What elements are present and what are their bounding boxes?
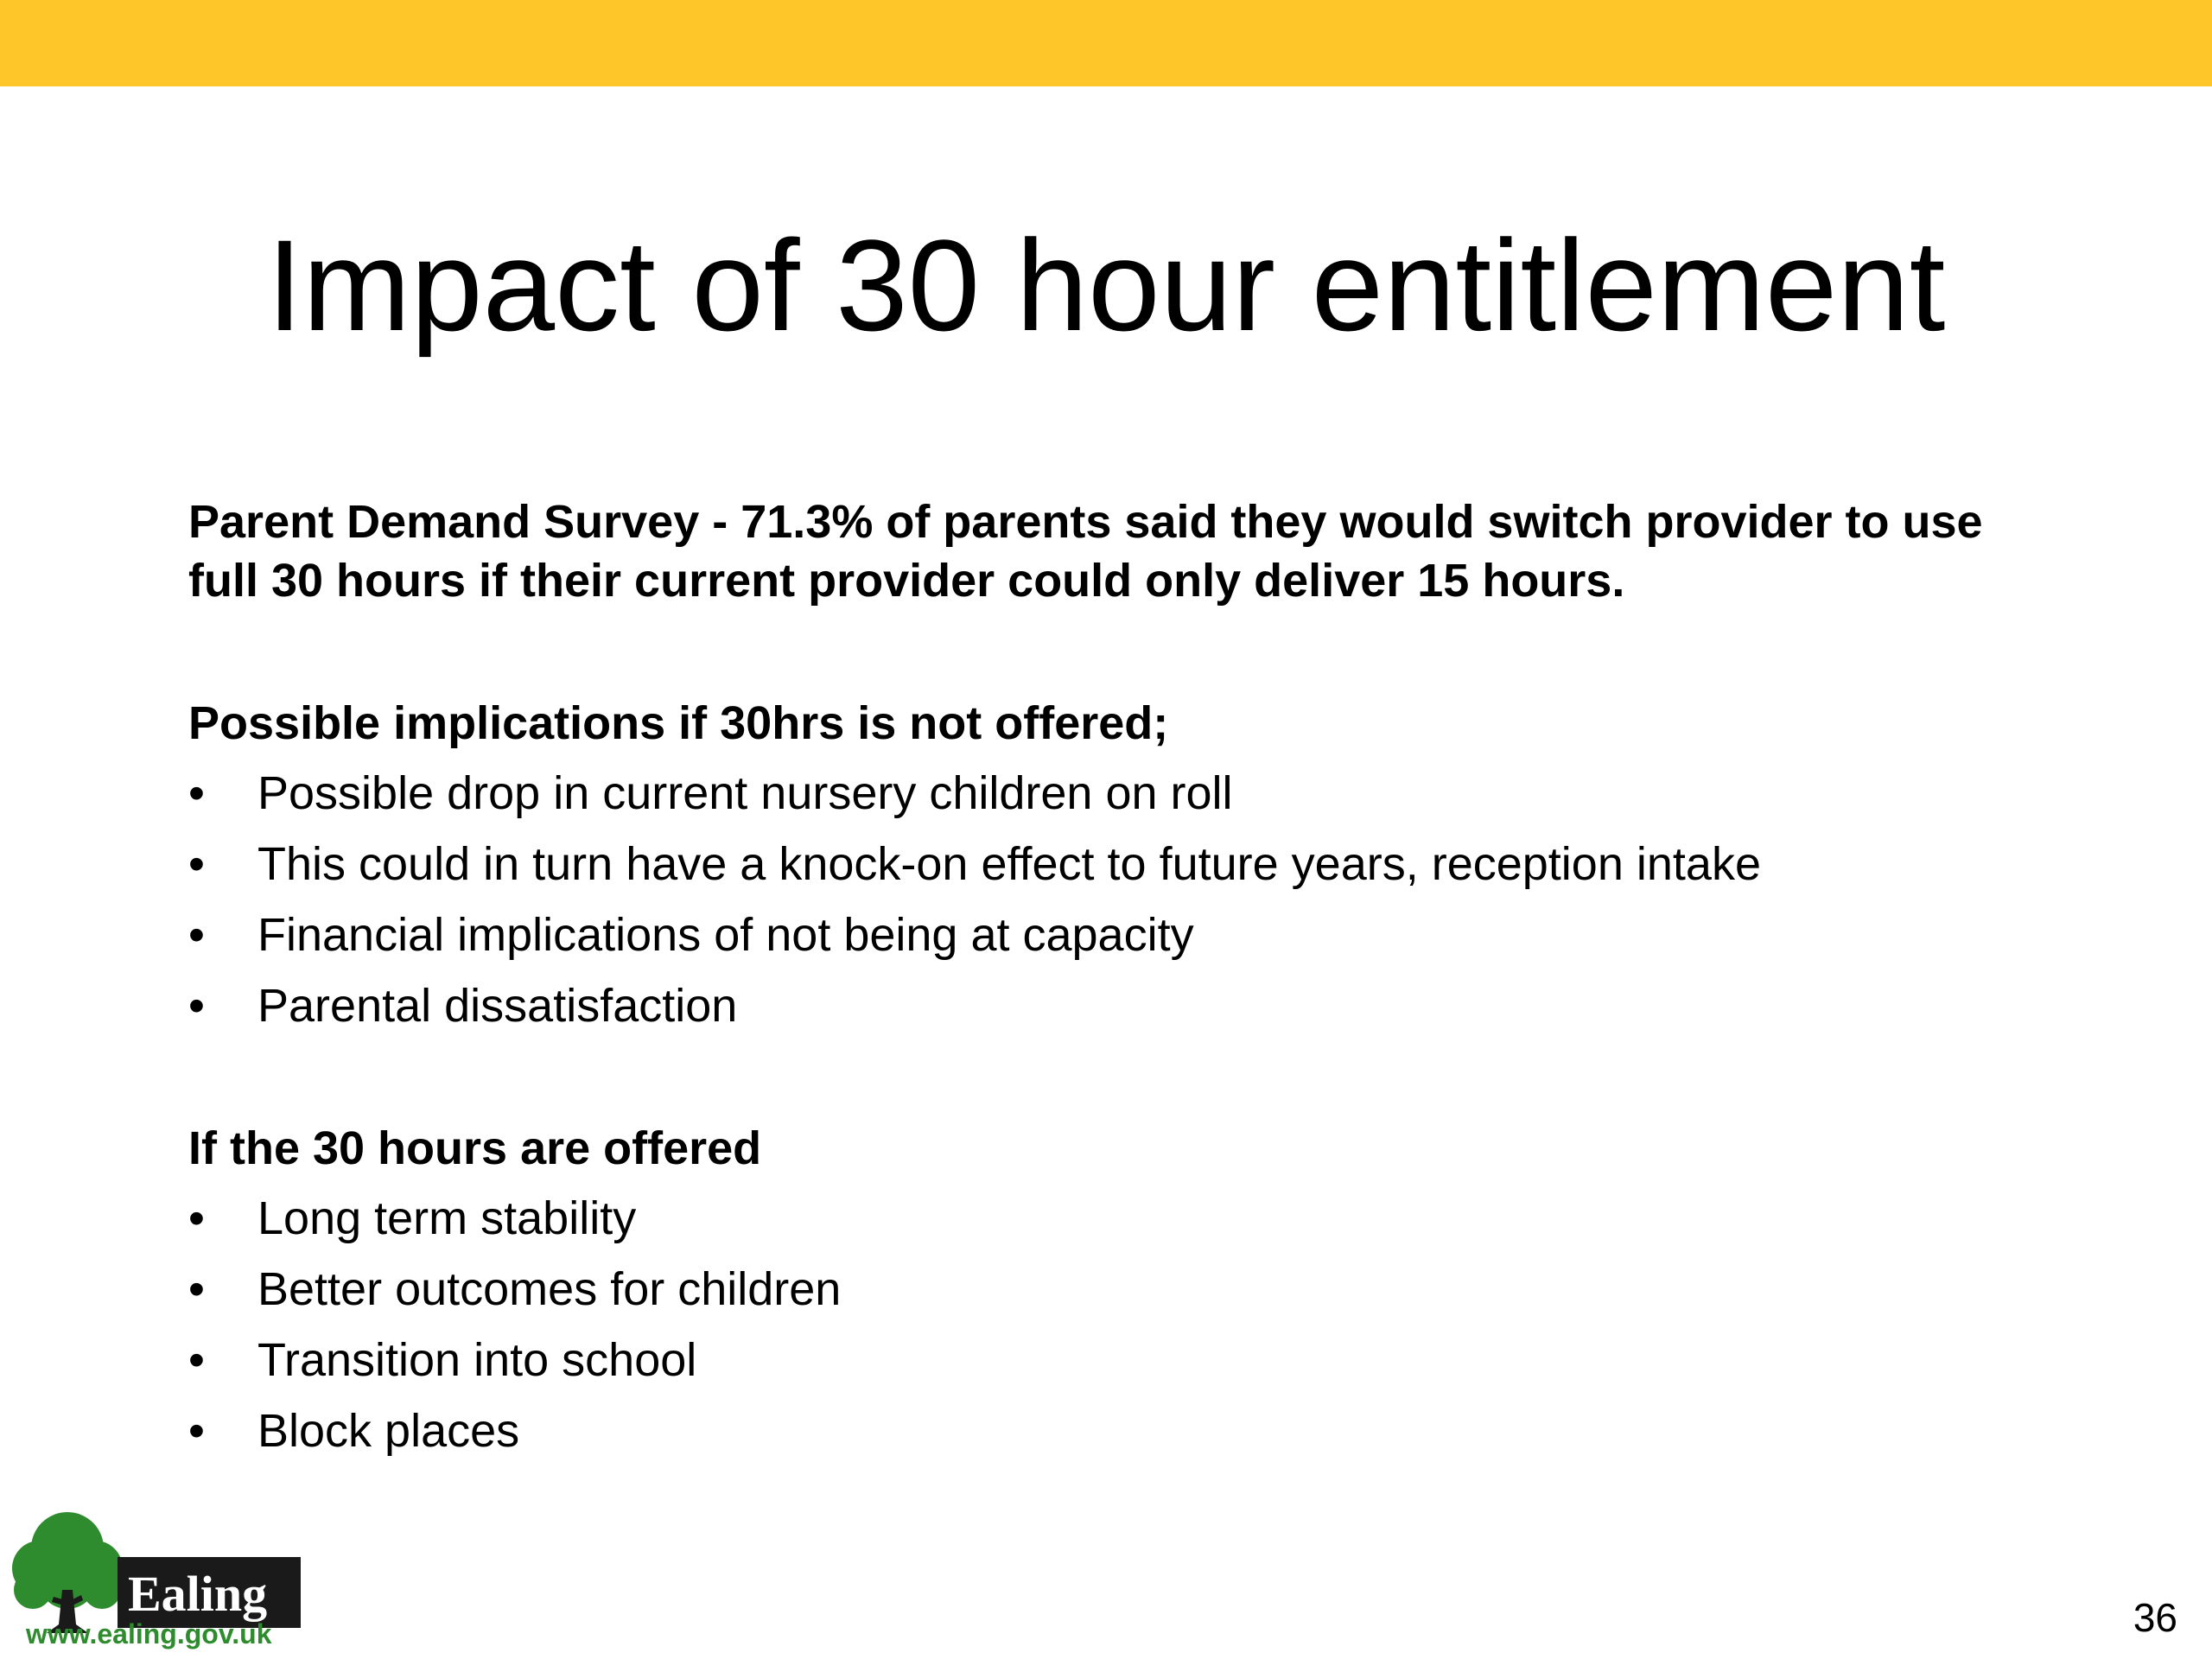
list-item xyxy=(188,764,2037,823)
survey-statement: Parent Demand Survey - 71.3% of parents said they would switch provider to use full 30 hours if their current provider could only deliver 15 hours. xyxy=(188,496,1983,607)
list-item-text: Long term stability xyxy=(257,1192,637,1244)
bullet-icon: • xyxy=(188,980,205,1032)
list-item-text: Financial implications of not being at capacity xyxy=(257,909,1194,961)
benefits-list xyxy=(188,1189,2037,1460)
bullet-icon: • xyxy=(188,838,205,890)
slide-title: Impact of 30 hour entitlement xyxy=(266,213,1946,358)
logo-wordmark: Ealing xyxy=(128,1566,268,1622)
list-item xyxy=(188,976,2037,1035)
list-item xyxy=(188,1331,2037,1389)
slide-content xyxy=(188,493,2037,1544)
footer-url: www.ealing.gov.uk xyxy=(26,1618,272,1649)
section-heading-not-offered: Possible implications if 30hrs is not offered; xyxy=(188,697,1169,749)
list-item-text: Possible drop in current nursery children on roll xyxy=(257,767,1233,819)
page-number: 36 xyxy=(2133,1595,2177,1640)
top-accent-bar xyxy=(0,0,2212,86)
list-item-text: Better outcomes for children xyxy=(257,1263,842,1315)
list-item xyxy=(188,1260,2037,1319)
list-item-text: Parental dissatisfaction xyxy=(257,980,738,1032)
bullet-icon: • xyxy=(188,1263,205,1315)
list-item xyxy=(188,835,2037,893)
list-item xyxy=(188,1402,2037,1460)
section-heading-offered: If the 30 hours are offered xyxy=(188,1122,762,1174)
bullet-icon: • xyxy=(188,767,205,819)
bullet-icon: • xyxy=(188,1334,205,1386)
list-item-text: This could in turn have a knock-on effect to future years, reception intake xyxy=(257,838,1761,890)
bullet-icon: • xyxy=(188,1405,205,1457)
implications-list xyxy=(188,764,2037,1035)
tree-icon xyxy=(12,1512,123,1633)
list-item xyxy=(188,1189,2037,1248)
bullet-icon: • xyxy=(188,1192,205,1244)
list-item xyxy=(188,906,2037,964)
bullet-icon: • xyxy=(188,909,205,961)
list-item-text: Block places xyxy=(257,1405,520,1457)
list-item-text: Transition into school xyxy=(257,1334,697,1386)
